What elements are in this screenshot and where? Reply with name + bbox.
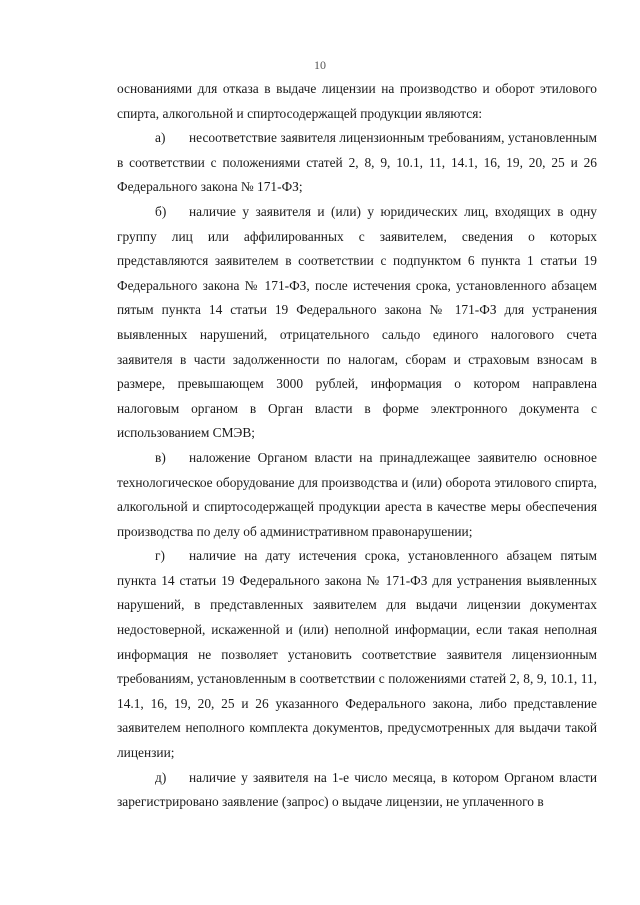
intro-paragraph: основаниями для отказа в выдаче лицензии на производство и оборот этилового спирта, алкогольной и спиртосодержащей продукции являются:	[117, 81, 597, 121]
list-marker: б)	[155, 203, 167, 219]
list-marker: д)	[155, 769, 167, 785]
list-item-v	[117, 446, 597, 544]
list-item-d	[117, 766, 597, 815]
list-item-b	[117, 200, 597, 446]
list-item-text: несоответствие заявителя лицензионным требованиям, установленным в соответствии с положениями статей 2, 8, 9, 10.1, 11, 14.1, 16, 19, 20, 25 и 26 Федерального закона № 171-ФЗ;	[117, 130, 597, 195]
list-item-text: наличие у заявителя и (или) у юридических лиц, входящих в одну группу лиц или аффилированных с заявителем, сведения о которых представляются заявителем в соответствии с подпунктом 6 пункта 1 статьи 19 Федерального закона № 171-ФЗ, после истечения срока, установленного абзацем пятым пункта 14 статьи 19 Федерального закона № 171-ФЗ для устранения выявленных нарушений, отрицательного сальдо единого налогового счета заявителя в части задолженности по налогам, сборам и страховым взносам в размере, превышающем 3000 рублей, информация о котором направлена налоговым органом в Орган власти в форме электронного документа с использованием СМЭВ;	[117, 203, 597, 441]
list-item-text: наложение Органом власти на принадлежащее заявителю основное технологическое оборудование для производства и (или) оборота этилового спирта, алкогольной и спиртосодержащей продукции ареста в качестве меры обеспечения производства по делу об административном правонарушении;	[117, 449, 597, 539]
list-item-a	[117, 126, 597, 200]
list-marker: г)	[155, 548, 165, 564]
document-body	[117, 77, 597, 815]
list-item-text: наличие на дату истечения срока, установленного абзацем пятым пункта 14 статьи 19 Федерального закона № 171-ФЗ для устранения выявленных нарушений, в представленных заявителем для выдачи лицензии документах недостоверной, искаженной и (или) неполной информации, если такая неполная информация не позволяет установить соответствие заявителя лицензионным требованиям, установленным в соответствии с положениями статей 2, 8, 9, 10.1, 11, 14.1, 16, 19, 20, 25 и 26 указанного Федерального закона, либо представление заявителем неполного комплекта документов, предусмотренных для выдачи такой лицензии;	[117, 548, 597, 761]
page-number: 10	[314, 58, 326, 72]
list-marker: а)	[155, 130, 166, 146]
list-item-g	[117, 544, 597, 765]
list-item-text: наличие у заявителя на 1-е число месяца, в котором Органом власти зарегистрировано заявление (запрос) о выдаче лицензии, не уплаченного в	[117, 769, 597, 810]
list-marker: в)	[155, 449, 166, 465]
